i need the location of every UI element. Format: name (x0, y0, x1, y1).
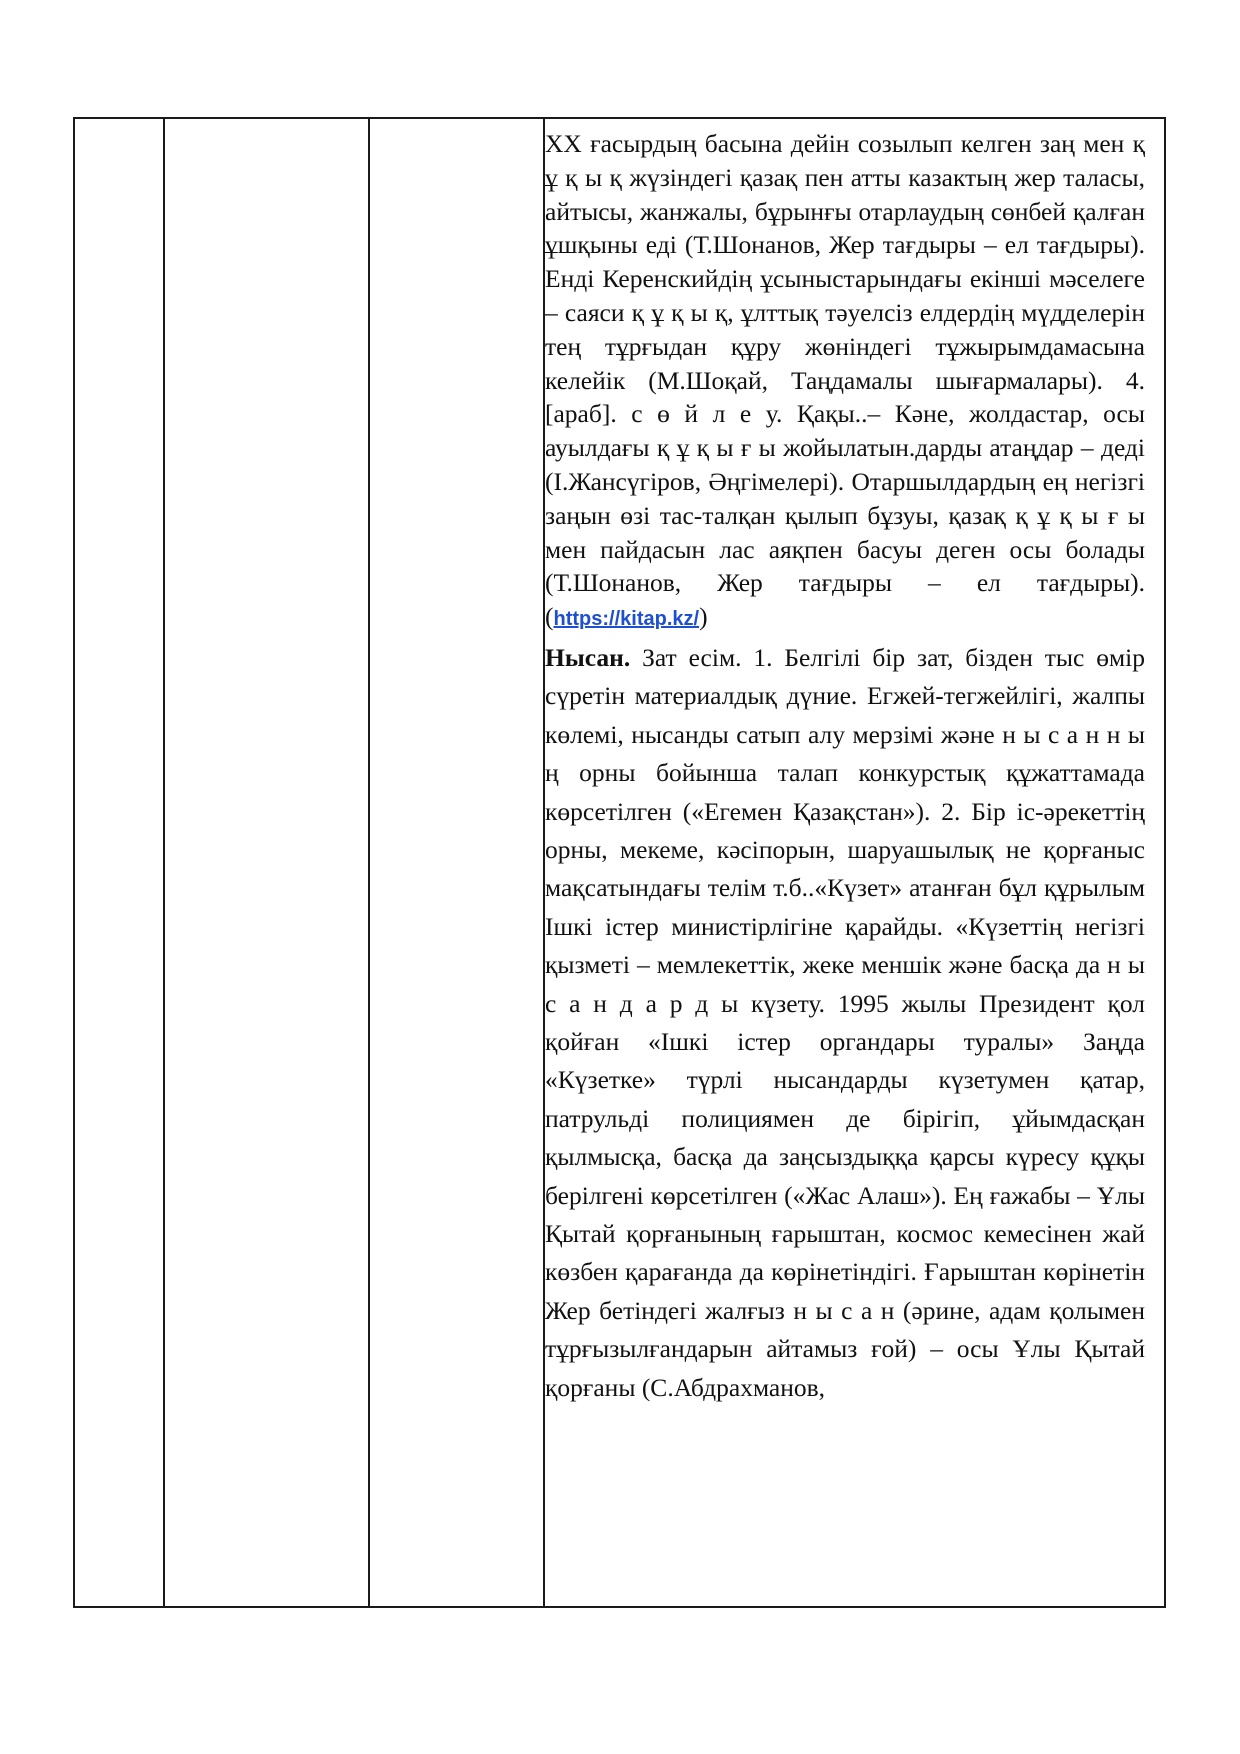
entry-body: Зат есім. 1. Белгілі бір зат, бізден тыс өмір сүретін материалдық дүние. Егжей-тегжейлігі, жалпы көлемі, нысанды сатып алу мерзімі және н ы с а н н ы ң орны бойынша талап конкурстық құжаттамада көрсетілген («Егемен Қазақстан»). 2. Бір іс-әрекеттің орны, мекеме, кәсіпорын, шаруашылық не қорғаныс мақсатындағы телім т.б..«Күзет» атанған бұл құрылым Ішкі істер министірлігіне қарайды. «Күзеттің негізгі қызметі – мемлекеттік, жеке меншік және басқа да н ы с а н д а р д ы күзету. 1995 жылы Президент қол қойған «Ішкі істер органдары туралы» Заңда «Күзетке» түрлі нысандарды күзетумен қатар, патрульді полициямен де бірігіп, ұйымдасқан қылмысқа, басқа да заңсыздыққа қарсы күресу құқы берілгені көрсетілген («Жас Алаш»). Ең ғажабы – Ұлы Қытай қорғанының ғарыштан, космос кемесінен жай көзбен қарағанда да көрінетіндігі. Ғарыштан көрінетін Жер бетіндегі жалғыз н ы с а н (әрине, адам қолымен тұрғызылғандарын айтамыз ғой) – осы Ұлы Қытай қорғаны (С.Абдрахманов, (545, 642, 1145, 1402)
source-link[interactable]: https://kitap.kz/ (553, 608, 700, 631)
close-paren: ) (699, 602, 708, 632)
definition-cell (545, 127, 1145, 1407)
column-divider-2 (368, 119, 370, 1606)
column-divider-1 (163, 119, 165, 1606)
dictionary-table (73, 117, 1166, 1608)
entry-headword: Нысан. (545, 642, 631, 672)
open-paren: ( (545, 602, 554, 632)
citation-text: XX ғасырдың басына дейін созылып келген заң мен қ ұ қ ы қ жүзіндегі қазақ пен атты казактың жер таласы, айтысы, жанжалы, бұрынғы отарлаудың сөнбей қалған ұшқыны еді (Т.Шонанов, Жер тағдыры – ел тағдыры). Енді Керенскийдің ұсыныстарындағы екінші мәселеге – саяси қ ұ қ ы қ, ұлттық тәуелсіз елдердің мүдделерін тең тұрғыдан құру жөніндегі тұжырымдамасына келейік (М.Шоқай, Таңдамалы шығармалары). 4. [араб]. с ө й л е у. Қақы..– Кәне, жолдастар, осы ауылдағы қ ұ қ ы ғ ы жойылатын.дарды атаңдар – деді (І.Жансүгіров, Әңгімелері). Отаршылдардың ең негізгі заңын өзі тас-талқан қылып бұзуы, қазақ қ ұ қ ы ғ ы мен пайдасын лас аяқпен басуы деген осы болады (Т.Шонанов, Жер тағдыры – ел тағдыры). (545, 129, 1145, 598)
dictionary-entry (545, 639, 1145, 1407)
citation-paragraph (545, 127, 1145, 637)
